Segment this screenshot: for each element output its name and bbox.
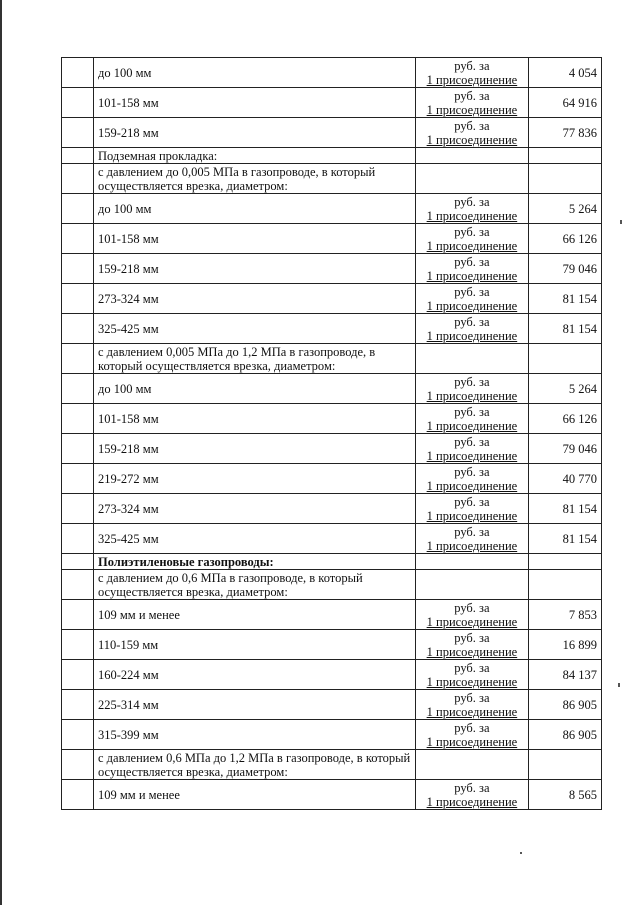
row-number-cell <box>62 434 94 464</box>
price-cell: 4 054 <box>528 58 601 88</box>
row-label: 273-324 мм <box>94 284 416 314</box>
unit-line-2: 1 присоединение <box>426 388 518 403</box>
unit-cell <box>416 88 529 118</box>
row-label: 159-218 мм <box>94 118 416 148</box>
unit-line-1: руб. за <box>454 224 490 239</box>
tariff-table-body <box>62 58 602 810</box>
unit-cell <box>416 404 529 434</box>
row-label: 315-399 мм <box>94 720 416 750</box>
unit-line-1: руб. за <box>454 374 490 389</box>
unit-cell <box>416 148 529 164</box>
price-cell: 66 126 <box>528 224 601 254</box>
unit-line-2: 1 присоединение <box>426 102 518 117</box>
row-label: 110-159 мм <box>94 630 416 660</box>
table-row <box>62 524 602 554</box>
row-number-cell <box>62 404 94 434</box>
price-cell: 5 264 <box>528 374 601 404</box>
price-cell: 86 905 <box>528 690 601 720</box>
price-cell: 81 154 <box>528 494 601 524</box>
row-number-cell <box>62 194 94 224</box>
price-cell: 86 905 <box>528 720 601 750</box>
unit-line-2: 1 присоединение <box>426 794 518 809</box>
section-header-row <box>62 344 602 374</box>
price-cell: 5 264 <box>528 194 601 224</box>
unit-cell <box>416 344 529 374</box>
table-row <box>62 374 602 404</box>
table-row <box>62 434 602 464</box>
unit-cell <box>416 314 529 344</box>
row-label: 159-218 мм <box>94 254 416 284</box>
unit-cell <box>416 600 529 630</box>
table-row <box>62 630 602 660</box>
unit-cell <box>416 524 529 554</box>
table-row <box>62 690 602 720</box>
table-row <box>62 660 602 690</box>
row-label: 101-158 мм <box>94 224 416 254</box>
page-left-edge <box>0 0 2 905</box>
table-row <box>62 118 602 148</box>
section-header-row <box>62 570 602 600</box>
unit-cell <box>416 750 529 780</box>
row-number-cell <box>62 464 94 494</box>
unit-cell <box>416 630 529 660</box>
unit-line-2: 1 присоединение <box>426 614 518 629</box>
row-label: 325-425 мм <box>94 314 416 344</box>
row-number-cell <box>62 690 94 720</box>
row-number-cell <box>62 524 94 554</box>
unit-line-2: 1 присоединение <box>426 674 518 689</box>
unit-line-1: руб. за <box>454 314 490 329</box>
row-label: до 100 мм <box>94 374 416 404</box>
row-label: 159-218 мм <box>94 434 416 464</box>
unit-line-2: 1 присоединение <box>426 508 518 523</box>
price-cell: 8 565 <box>528 780 601 810</box>
unit-line-2: 1 присоединение <box>426 328 518 343</box>
unit-cell <box>416 224 529 254</box>
row-number-cell <box>62 600 94 630</box>
price-cell: 16 899 <box>528 630 601 660</box>
unit-line-2: 1 присоединение <box>426 734 518 749</box>
price-cell <box>528 164 601 194</box>
row-label: Подземная прокладка: <box>94 148 416 164</box>
row-number-cell <box>62 494 94 524</box>
unit-line-1: руб. за <box>454 494 490 509</box>
unit-cell <box>416 194 529 224</box>
unit-line-1: руб. за <box>454 58 490 73</box>
table-row <box>62 194 602 224</box>
price-cell: 7 853 <box>528 600 601 630</box>
unit-line-1: руб. за <box>454 720 490 735</box>
unit-cell <box>416 118 529 148</box>
table-row <box>62 88 602 118</box>
unit-cell <box>416 284 529 314</box>
section-header-row <box>62 164 602 194</box>
unit-cell <box>416 374 529 404</box>
unit-cell <box>416 434 529 464</box>
unit-cell <box>416 660 529 690</box>
price-cell: 84 137 <box>528 660 601 690</box>
unit-line-2: 1 присоединение <box>426 418 518 433</box>
unit-line-2: 1 присоединение <box>426 478 518 493</box>
unit-line-1: руб. за <box>454 88 490 103</box>
row-number-cell <box>62 720 94 750</box>
row-label: 225-314 мм <box>94 690 416 720</box>
row-label: до 100 мм <box>94 58 416 88</box>
unit-line-1: руб. за <box>454 464 490 479</box>
table-row <box>62 464 602 494</box>
price-cell: 64 916 <box>528 88 601 118</box>
unit-line-1: руб. за <box>454 434 490 449</box>
unit-line-1: руб. за <box>454 660 490 675</box>
price-cell: 66 126 <box>528 404 601 434</box>
unit-cell <box>416 254 529 284</box>
row-number-cell <box>62 780 94 810</box>
scan-speck <box>520 852 522 854</box>
unit-line-2: 1 присоединение <box>426 208 518 223</box>
row-number-cell <box>62 554 94 570</box>
row-number-cell <box>62 344 94 374</box>
unit-line-1: руб. за <box>454 284 490 299</box>
unit-line-1: руб. за <box>454 194 490 209</box>
unit-line-2: 1 присоединение <box>426 538 518 553</box>
unit-line-2: 1 присоединение <box>426 448 518 463</box>
unit-cell <box>416 58 529 88</box>
row-label: 101-158 мм <box>94 88 416 118</box>
tariff-table <box>61 57 602 810</box>
row-number-cell <box>62 750 94 780</box>
unit-line-2: 1 присоединение <box>426 298 518 313</box>
price-cell: 40 770 <box>528 464 601 494</box>
row-number-cell <box>62 148 94 164</box>
unit-line-1: руб. за <box>454 118 490 133</box>
row-label: 109 мм и менее <box>94 600 416 630</box>
row-label: 273-324 мм <box>94 494 416 524</box>
unit-line-2: 1 присоединение <box>426 704 518 719</box>
price-cell: 79 046 <box>528 434 601 464</box>
unit-cell <box>416 494 529 524</box>
unit-cell <box>416 554 529 570</box>
price-cell: 81 154 <box>528 524 601 554</box>
price-cell: 77 836 <box>528 118 601 148</box>
unit-cell <box>416 570 529 600</box>
price-cell: 79 046 <box>528 254 601 284</box>
table-row <box>62 494 602 524</box>
section-header-row <box>62 750 602 780</box>
section-header-row <box>62 148 602 164</box>
row-number-cell <box>62 58 94 88</box>
section-header-row <box>62 554 602 570</box>
table-row <box>62 254 602 284</box>
row-label: 325-425 мм <box>94 524 416 554</box>
table-row <box>62 404 602 434</box>
scan-speck <box>620 220 622 224</box>
price-cell <box>528 570 601 600</box>
unit-line-2: 1 присоединение <box>426 132 518 147</box>
unit-cell <box>416 720 529 750</box>
row-label: Полиэтиленовые газопроводы: <box>94 554 416 570</box>
row-number-cell <box>62 630 94 660</box>
unit-cell <box>416 464 529 494</box>
unit-line-2: 1 присоединение <box>426 644 518 659</box>
unit-line-2: 1 присоединение <box>426 238 518 253</box>
row-number-cell <box>62 88 94 118</box>
price-cell: 81 154 <box>528 314 601 344</box>
table-row <box>62 314 602 344</box>
price-cell <box>528 344 601 374</box>
row-number-cell <box>62 374 94 404</box>
unit-line-1: руб. за <box>454 524 490 539</box>
scan-speck <box>618 683 620 687</box>
row-label: с давлением 0,6 МПа до 1,2 МПа в газопроводе, в который осуществляется врезка, диаметром: <box>94 750 416 780</box>
unit-line-2: 1 присоединение <box>426 72 518 87</box>
table-row <box>62 600 602 630</box>
row-label: 101-158 мм <box>94 404 416 434</box>
price-cell: 81 154 <box>528 284 601 314</box>
table-row <box>62 780 602 810</box>
row-number-cell <box>62 164 94 194</box>
row-number-cell <box>62 118 94 148</box>
table-row <box>62 224 602 254</box>
row-number-cell <box>62 314 94 344</box>
unit-cell <box>416 690 529 720</box>
unit-line-1: руб. за <box>454 780 490 795</box>
unit-line-1: руб. за <box>454 404 490 419</box>
row-label: 219-272 мм <box>94 464 416 494</box>
unit-line-1: руб. за <box>454 630 490 645</box>
row-label: до 100 мм <box>94 194 416 224</box>
row-number-cell <box>62 284 94 314</box>
row-number-cell <box>62 254 94 284</box>
row-number-cell <box>62 660 94 690</box>
row-label: 160-224 мм <box>94 660 416 690</box>
unit-line-1: руб. за <box>454 254 490 269</box>
row-label: с давлением до 0,005 МПа в газопроводе, в который осуществляется врезка, диаметром: <box>94 164 416 194</box>
row-label: с давлением до 0,6 МПа в газопроводе, в который осуществляется врезка, диаметром: <box>94 570 416 600</box>
price-cell <box>528 148 601 164</box>
unit-cell <box>416 164 529 194</box>
unit-line-1: руб. за <box>454 600 490 615</box>
row-number-cell <box>62 570 94 600</box>
row-number-cell <box>62 224 94 254</box>
table-row <box>62 720 602 750</box>
table-row <box>62 284 602 314</box>
unit-cell <box>416 780 529 810</box>
price-cell <box>528 750 601 780</box>
price-cell <box>528 554 601 570</box>
row-label: 109 мм и менее <box>94 780 416 810</box>
unit-line-1: руб. за <box>454 690 490 705</box>
unit-line-2: 1 присоединение <box>426 268 518 283</box>
row-label: с давлением 0,005 МПа до 1,2 МПа в газопроводе, в который осуществляется врезка, диаметром: <box>94 344 416 374</box>
table-row <box>62 58 602 88</box>
